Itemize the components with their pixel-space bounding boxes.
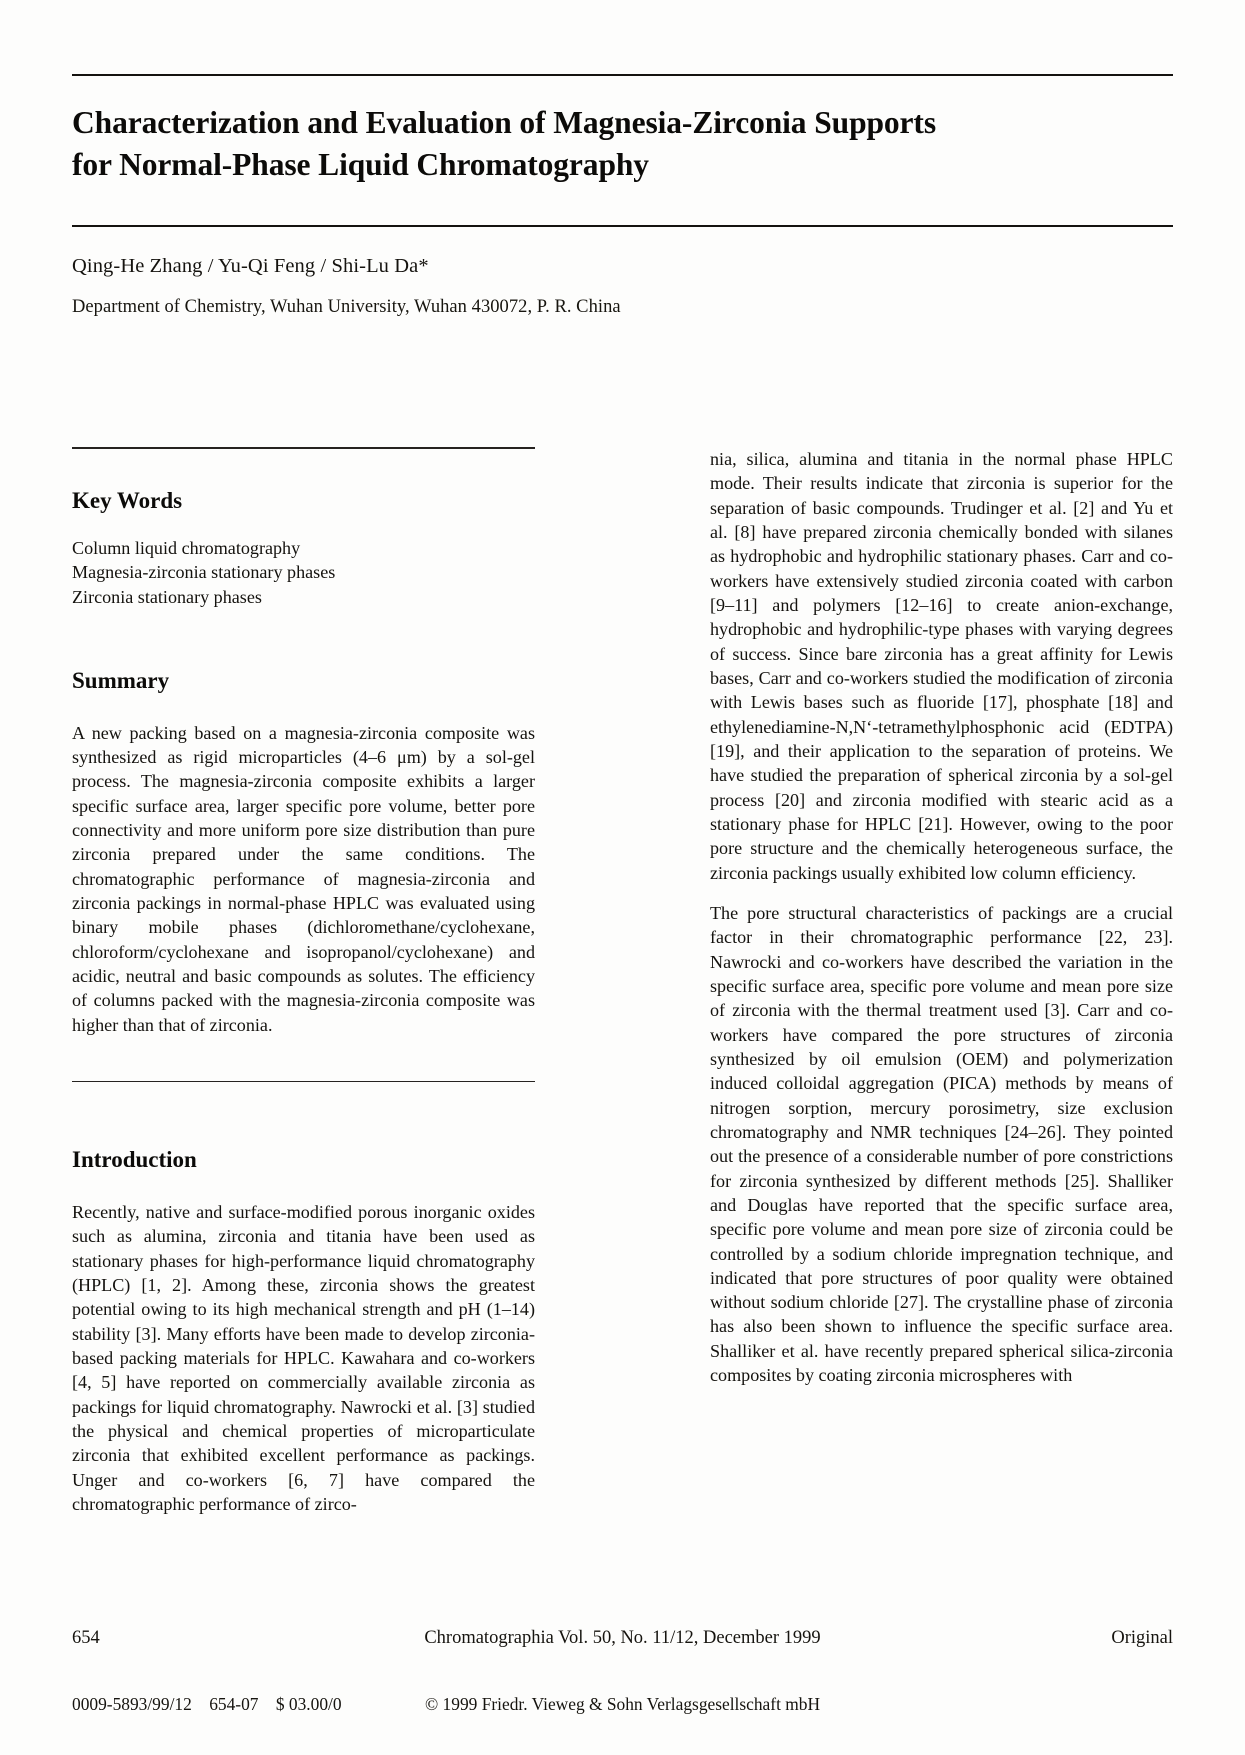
title-bottom-rule — [72, 225, 1173, 227]
footer-primary-row — [72, 1628, 1173, 1658]
right-column — [710, 447, 1173, 1387]
keyword-item: Column liquid chromatography — [72, 538, 301, 559]
page-title — [72, 102, 1173, 185]
page-number: 654 — [72, 1628, 100, 1648]
section-heading-summary: Summary — [72, 668, 170, 694]
header-top-rule — [72, 74, 1173, 76]
introduction-paragraph: Recently, native and surface-modified porous inorganic oxides such as alumina, zirconia and titania have been used as stationary phases for high-performance liquid chromatography (HPLC) [1, 2]. Among these, zirconia shows the greatest potential owing to its high mechanical strength and pH (1–14) stability [3]. Many efforts have been made to develop zirconia-based packing materials for HPLC. Kawahara and co-workers [4, 5] have reported on commercially available zirconia as packings for liquid chromatography. Nawrocki et al. [3] studied the physical and chemical properties of microparticulate zirconia that exhibited excellent performance as packings. Unger and co-workers [6, 7] have compared the chromatographic performance of zirco- — [72, 1202, 535, 1514]
spacer — [72, 1082, 535, 1146]
journal-citation: Chromatographia Vol. 50, No. 11/12, December 1999 — [424, 1628, 821, 1648]
title-line-1: Characterization and Evaluation of Magnesia-Zirconia Supports — [72, 105, 936, 140]
affiliation: Department of Chemistry, Wuhan University, Wuhan 430072, P. R. China — [72, 297, 621, 318]
spacer — [72, 514, 535, 536]
footer-secondary-row — [72, 1694, 1173, 1722]
spacer — [72, 1037, 535, 1081]
spacer — [72, 449, 535, 487]
section-heading-keywords: Key Words — [72, 487, 183, 513]
article-body — [72, 447, 1173, 1602]
right-paragraph-2: The pore structural characteristics of packings are a crucial factor in their chromatographic performance [22, 23]. Nawrocki and co-workers have described the variation in the specific surface area, specific pore volume and mean pore size of zirconia with the thermal treatment used [3]. Carr and co-workers have compared the pore structures of zirconia synthesized by oil emulsion (OEM) and polymerization induced colloidal aggregation (PICA) methods by means of nitrogen sorption, mercury porosimetry, size exclusion chromatography and NMR techniques [24–26]. They pointed out the presence of a considerable number of pore constrictions for zirconia synthesized by different methods [25]. Shalliker and Douglas have reported that the specific surface area, specific pore volume and mean pore size of zirconia could be controlled by a sodium chloride impregnation technique, and indicated that pore structures of poor quality were obtained without sodium chloride [27]. The crystalline phase of zirconia has also been shown to influence the specific surface area. Shalliker et al. have recently prepared spherical silica-zirconia composites by coating zirconia microspheres with — [710, 902, 1173, 1386]
keyword-item: Magnesia-zirconia stationary phases — [72, 562, 336, 583]
article-header — [72, 74, 1173, 318]
spacer — [72, 695, 535, 721]
right-paragraph-1: nia, silica, alumina and titania in the normal phase HPLC mode. Their results indicate that zirconia is superior for the separation of basic compounds. Trudinger et al. [2] and Yu et al. [8] have prepared zirconia chemically bonded with silanes as hydrophobic and hydrophilic stationary phases. Carr and co-workers have extensively studied zirconia coated with carbon [9–11] and polymers [12–16] to create anion-exchange, hydrophobic and hydrophilic-type phases with varying degrees of success. Since bare zirconia has a great affinity for Lewis bases, Carr and co-workers studied the modification of zirconia with Lewis bases such as fluoride [17], phosphate [18] and ethylenediamine-N,N‘-tetramethylphosphonic acid (EDTPA) [19], and their application to the separation of proteins. We have studied the preparation of spherical zirconia by a sol-gel process [20] and zirconia modified with stearic acid as a stationary phase for HPLC [21]. However, owing to the poor pore structure and the chemically heterogeneous surface, the zirconia packings usually exhibited low column efficiency. — [710, 449, 1173, 883]
issn-line: 0009-5893/99/12 654-07 $ 03.00/0 — [72, 1694, 342, 1714]
title-bottom-rule-wrap — [72, 225, 1173, 227]
spacer — [72, 1174, 535, 1200]
section-heading-introduction: Introduction — [72, 1147, 197, 1173]
left-column — [72, 447, 535, 1516]
title-line-2: for Normal-Phase Liquid Chromatography — [72, 146, 649, 182]
article-type-label: Original — [1111, 1628, 1173, 1648]
keywords-list — [72, 536, 535, 609]
keyword-item: Zirconia stationary phases — [72, 586, 262, 607]
summary-paragraph: A new packing based on a magnesia-zirconia composite was synthesized as rigid microparticles (4–6 μm) by a sol-gel process. The magnesia-zirconia composite exhibits a larger specific surface area, larger specific pore volume, better pore connectivity and more uniform pore size distribution than pure zirconia prepared under the same conditions. The chromatographic performance of magnesia-zirconia and zirconia packings in normal-phase HPLC was evaluated using binary mobile phases (dichloromethane/cyclohexane, chloroform/cyclohexane and isopropanol/cyclohexane) and acidic, neutral and basic compounds as solutes. The efficiency of columns packed with the magnesia-zirconia composite was higher than that of zirconia. — [72, 722, 535, 1035]
author-list: Qing-He Zhang / Yu-Qi Feng / Shi-Lu Da* — [72, 255, 429, 278]
page-footer — [72, 1628, 1173, 1722]
copyright-notice: © 1999 Friedr. Vieweg & Sohn Verlagsgesellschaft mbH — [425, 1694, 821, 1714]
spacer — [72, 609, 535, 667]
